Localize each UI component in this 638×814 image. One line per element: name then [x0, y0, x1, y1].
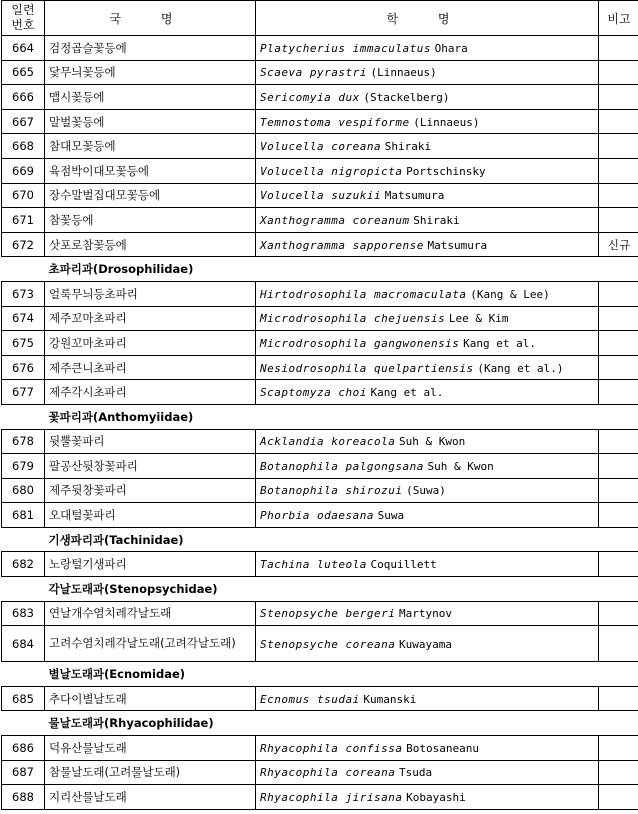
species-row [2, 281, 638, 306]
scientific-name-cell [256, 686, 599, 711]
scientific-name: Sericomyia dux [260, 90, 360, 104]
author-citation: Kumanski [363, 692, 417, 706]
note [599, 429, 638, 454]
korean-name: 장수말벌집대모꽃등에 [45, 183, 256, 208]
author-citation: Shiraki [384, 140, 432, 154]
table-body [2, 36, 638, 810]
table-header-row [2, 1, 638, 36]
author-citation: (Kang & Lee) [470, 287, 550, 301]
note: 신규 [599, 232, 638, 257]
author-citation: Suwa [377, 509, 405, 523]
serial-number: 684 [2, 626, 45, 662]
header-korean-name-text: 국 명 [109, 11, 191, 26]
serial-number: 683 [2, 601, 45, 626]
author-citation: (Stackelberg) [363, 90, 450, 104]
scientific-name: Volucella nigropicta [260, 164, 403, 178]
korean-name: 제주뒷창꽃파리 [45, 478, 256, 503]
species-row [2, 85, 638, 110]
species-row [2, 134, 638, 159]
author-citation: Suh & Kwon [427, 459, 494, 473]
korean-name: 제주큰니초파리 [45, 355, 256, 380]
author-citation: Ohara [434, 41, 468, 55]
korean-name: 참물날도래(고려물날도래) [45, 760, 256, 785]
note [599, 454, 638, 479]
korean-name: 강원꼬마초파리 [45, 331, 256, 356]
serial-number: 679 [2, 454, 45, 479]
scientific-name: Volucella suzukii [260, 189, 382, 203]
scientific-name-cell [256, 232, 599, 257]
scientific-name: Acklandia koreacola [260, 435, 396, 449]
serial-number: 675 [2, 331, 45, 356]
scientific-name: Volucella coreana [260, 140, 382, 154]
author-citation: (Linnaeus) [413, 115, 480, 129]
header-korean-name [45, 1, 256, 36]
scientific-name: Botanophila palgongsana [260, 459, 424, 473]
korean-name: 고려수염치레각날도래(고려각날도래) [45, 626, 256, 662]
note [599, 601, 638, 626]
scientific-name-cell [256, 109, 599, 134]
scientific-name: Rhyacophila confissa [260, 741, 403, 755]
scientific-name-cell [256, 183, 599, 208]
note [599, 281, 638, 306]
scientific-name-cell [256, 601, 599, 626]
note [599, 134, 638, 159]
species-table [1, 0, 638, 810]
korean-name: 오대털꽃파리 [45, 503, 256, 528]
species-row [2, 331, 638, 356]
species-row [2, 208, 638, 233]
scientific-name: Microdrosophila gangwonensis [260, 336, 460, 350]
author-citation: Matsumura [384, 189, 445, 203]
author-citation: Matsumura [427, 238, 488, 252]
family-heading-row [2, 577, 638, 602]
family-heading-row [2, 662, 638, 687]
serial-number: 669 [2, 158, 45, 183]
scientific-name-cell [256, 331, 599, 356]
note [599, 36, 638, 61]
family-heading: 별날도래과(Ecnomidae) [2, 662, 638, 687]
korean-name: 뒷뿔꽃파리 [45, 429, 256, 454]
scientific-name: Scaptomyza choi [260, 386, 367, 400]
family-heading-row [2, 404, 638, 429]
korean-name: 노랑털기생파리 [45, 552, 256, 577]
species-row [2, 109, 638, 134]
scientific-name: Rhyacophila coreana [260, 766, 396, 780]
note [599, 785, 638, 810]
family-heading: 초파리과(Drosophilidae) [2, 257, 638, 282]
serial-number: 688 [2, 785, 45, 810]
korean-name: 참대모꽃등에 [45, 134, 256, 159]
species-row [2, 306, 638, 331]
scientific-name: Temnostoma vespiforme [260, 115, 410, 129]
scientific-name-cell [256, 306, 599, 331]
scientific-name-cell [256, 760, 599, 785]
author-citation: Kobayashi [406, 791, 466, 805]
species-row [2, 686, 638, 711]
scientific-name: Microdrosophila chejuensis [260, 312, 446, 326]
note [599, 183, 638, 208]
author-citation: Suh & Kwon [399, 435, 466, 449]
scientific-name: Stenopsyche bergeri [260, 607, 396, 621]
korean-name: 참꽃등에 [45, 208, 256, 233]
species-row [2, 601, 638, 626]
serial-number: 670 [2, 183, 45, 208]
header-note-text: 비고 [607, 11, 631, 26]
author-citation: Kuwayama [399, 637, 452, 651]
korean-name: 추다이별날도래 [45, 686, 256, 711]
scientific-name-cell [256, 552, 599, 577]
scientific-name-cell [256, 478, 599, 503]
serial-number: 686 [2, 736, 45, 761]
family-heading: 기생파리과(Tachinidae) [2, 527, 638, 552]
scientific-name-cell [256, 36, 599, 61]
scientific-name: Xanthogramma coreanum [260, 213, 410, 227]
author-citation: Botosaneanu [406, 741, 479, 755]
scientific-name-cell [256, 429, 599, 454]
korean-name: 제주각시초파리 [45, 380, 256, 405]
family-heading: 각날도래과(Stenopsychidae) [2, 577, 638, 602]
scientific-name-cell [256, 158, 599, 183]
serial-number: 687 [2, 760, 45, 785]
scientific-name: Xanthogramma sapporense [260, 238, 424, 252]
note [599, 60, 638, 85]
author-citation: Kang et al. [370, 386, 444, 400]
scientific-name-cell [256, 736, 599, 761]
family-heading-row [2, 527, 638, 552]
note [599, 306, 638, 331]
note [599, 158, 638, 183]
serial-number: 668 [2, 134, 45, 159]
author-citation: Martynov [399, 607, 452, 621]
species-row [2, 760, 638, 785]
note [599, 760, 638, 785]
header-scientific-name-text: 학 명 [386, 11, 468, 26]
korean-name: 말벌꽃등에 [45, 109, 256, 134]
serial-number: 676 [2, 355, 45, 380]
korean-name: 검정곱슬꽃등에 [45, 36, 256, 61]
note [599, 686, 638, 711]
korean-name: 제주꼬마초파리 [45, 306, 256, 331]
serial-number: 671 [2, 208, 45, 233]
header-note [599, 1, 638, 36]
scientific-name-cell [256, 355, 599, 380]
species-row [2, 736, 638, 761]
header-serial-number-text: 일련 번호 [11, 3, 35, 32]
note [599, 208, 638, 233]
scientific-name: Hirtodrosophila macromaculata [260, 287, 467, 301]
author-citation: (Linnaeus) [370, 66, 437, 80]
serial-number: 677 [2, 380, 45, 405]
serial-number: 681 [2, 503, 45, 528]
serial-number: 664 [2, 36, 45, 61]
author-citation: Portschinsky [406, 164, 486, 178]
author-citation: Shiraki [413, 213, 460, 227]
header-serial-number [2, 1, 45, 36]
serial-number: 672 [2, 232, 45, 257]
family-heading-row [2, 257, 638, 282]
scientific-name-cell [256, 208, 599, 233]
serial-number: 674 [2, 306, 45, 331]
note [599, 736, 638, 761]
species-row [2, 552, 638, 577]
family-heading: 물날도래과(Rhyacophilidae) [2, 711, 638, 736]
scientific-name: Nesiodrosophila quelpartiensis [260, 361, 474, 375]
species-row [2, 626, 638, 662]
korean-name: 닻무늬꽃등에 [45, 60, 256, 85]
korean-name: 지리산물날도래 [45, 785, 256, 810]
scientific-name: Platycherius immaculatus [260, 41, 431, 55]
family-heading: 꽃파리과(Anthomyiidae) [2, 404, 638, 429]
scientific-name-cell [256, 626, 599, 662]
scientific-name: Phorbia odaesana [260, 509, 374, 523]
species-row [2, 785, 638, 810]
serial-number: 667 [2, 109, 45, 134]
species-row [2, 380, 638, 405]
header-scientific-name [256, 1, 599, 36]
scientific-name: Scaeva pyrastri [260, 66, 367, 80]
korean-name: 덕유산물날도래 [45, 736, 256, 761]
note [599, 503, 638, 528]
note [599, 380, 638, 405]
author-citation: Coquillett [370, 558, 437, 572]
korean-name: 얼룩무늬등초파리 [45, 281, 256, 306]
serial-number: 665 [2, 60, 45, 85]
scientific-name-cell [256, 785, 599, 810]
note [599, 478, 638, 503]
species-row [2, 454, 638, 479]
serial-number: 678 [2, 429, 45, 454]
serial-number: 685 [2, 686, 45, 711]
species-row [2, 355, 638, 380]
species-row [2, 478, 638, 503]
scientific-name: Rhyacophila jirisana [260, 791, 403, 805]
korean-name: 맵시꽃등에 [45, 85, 256, 110]
author-citation: (Kang et al.) [477, 361, 564, 375]
species-row [2, 158, 638, 183]
note [599, 331, 638, 356]
korean-name: 연날개수염치레각날도래 [45, 601, 256, 626]
species-row [2, 232, 638, 257]
species-row [2, 429, 638, 454]
serial-number: 666 [2, 85, 45, 110]
serial-number: 673 [2, 281, 45, 306]
scientific-name-cell [256, 281, 599, 306]
scientific-name: Stenopsyche coreana [260, 637, 396, 651]
scientific-name-cell [256, 85, 599, 110]
scientific-name-cell [256, 134, 599, 159]
author-citation: (Suwa) [406, 484, 446, 498]
note [599, 85, 638, 110]
species-row [2, 183, 638, 208]
scientific-name-cell [256, 380, 599, 405]
species-row [2, 60, 638, 85]
scientific-name-cell [256, 503, 599, 528]
note [599, 109, 638, 134]
author-citation: Tsuda [399, 766, 433, 780]
korean-name: 삿포로참꽃등에 [45, 232, 256, 257]
korean-name: 육점박이대모꽃등에 [45, 158, 256, 183]
species-row [2, 503, 638, 528]
note [599, 626, 638, 662]
scientific-name: Tachina luteola [260, 558, 367, 572]
scientific-name: Botanophila shirozui [260, 484, 403, 498]
author-citation: Lee & Kim [448, 312, 509, 326]
family-heading-row [2, 711, 638, 736]
author-citation: Kang et al. [463, 336, 536, 350]
serial-number: 682 [2, 552, 45, 577]
scientific-name: Ecnomus tsudai [260, 692, 360, 706]
scientific-name-cell [256, 60, 599, 85]
species-row [2, 36, 638, 61]
note [599, 355, 638, 380]
korean-name: 팔공산뒷창꽃파리 [45, 454, 256, 479]
serial-number: 680 [2, 478, 45, 503]
note [599, 552, 638, 577]
scientific-name-cell [256, 454, 599, 479]
